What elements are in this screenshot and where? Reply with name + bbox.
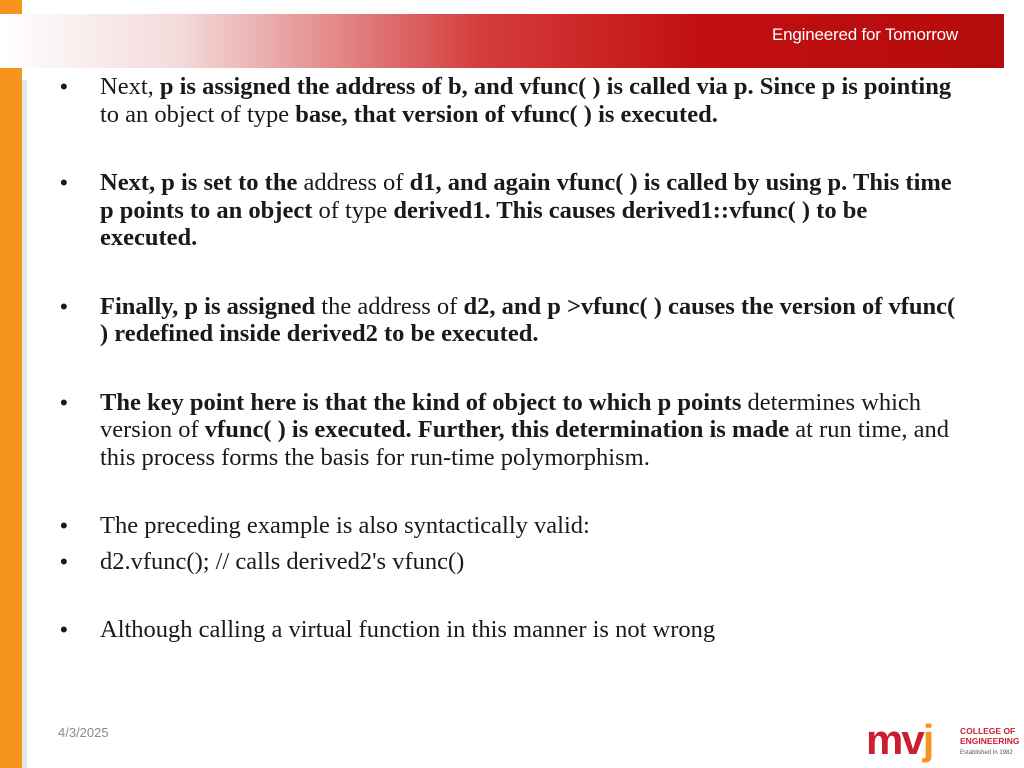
bullet-text-segment: the address of: [315, 292, 464, 320]
bullet-text-segment: p is assigned the address of b, and vfunc( ) is called via p. Since p is pointing: [159, 73, 952, 100]
bullet-item: [58, 512, 958, 540]
bullet-item: [58, 548, 958, 576]
logo-text: COLLEGE OF ENGINEERING: [960, 726, 1020, 746]
slide-body: [58, 73, 958, 644]
bullet-text-segment: The preceding example is also syntactically valid:: [100, 512, 590, 539]
college-logo: [866, 716, 1020, 764]
bullet-item: [58, 616, 958, 644]
bullet-text-segment: at run time, and this process forms the basis for run-time polymorphism.: [100, 416, 950, 471]
bullet-text-segment: determines which version of: [100, 388, 922, 443]
bullet-text-segment: derived1. This causes derived1::vfunc( ) to be executed.: [100, 196, 868, 251]
bullet-text-segment: Next,: [100, 73, 160, 100]
bullet-item: [58, 169, 958, 252]
bullet-text-segment: d1, and again vfunc( ) is called by using p. This time p points to an object: [100, 169, 952, 224]
bullet-text-segment: of type: [312, 196, 394, 224]
bullet-text-segment: vfunc( ) is executed. Further, this determination is made: [204, 416, 790, 443]
slide-date: 4/3/2025: [58, 725, 109, 740]
header-banner: [0, 14, 1004, 68]
bullet-text-segment: The key point here is that the kind of object to which p points: [100, 388, 742, 416]
bullet-item: [58, 293, 958, 348]
left-divider-line: [22, 80, 27, 768]
bullet-text-segment: to an object of type: [100, 100, 296, 128]
bullet-text-segment: d2.vfunc(); // calls derived2's vfunc(): [100, 547, 465, 575]
bullet-text-segment: Although calling a virtual function in this manner is not wrong: [100, 616, 716, 643]
bullet-text-segment: Finally, p is assigned: [100, 292, 316, 320]
bullet-text-segment: address of: [297, 169, 410, 196]
bullet-item: [58, 389, 958, 472]
bullet-item: [58, 73, 958, 128]
logo-mark: mvj: [866, 716, 933, 763]
bullet-text-segment: base, that version of vfunc( ) is executed.: [295, 100, 718, 128]
bullet-text-segment: d2, and p >vfunc( ) causes the version of vfunc( ) redefined inside derived2 to be executed.: [100, 292, 956, 347]
header-tagline: Engineered for Tomorrow: [772, 25, 958, 44]
logo-established: Established In 1982: [960, 750, 1013, 756]
bullet-text-segment: Next, p is set to the: [100, 169, 298, 196]
left-accent-bar: [0, 0, 22, 768]
